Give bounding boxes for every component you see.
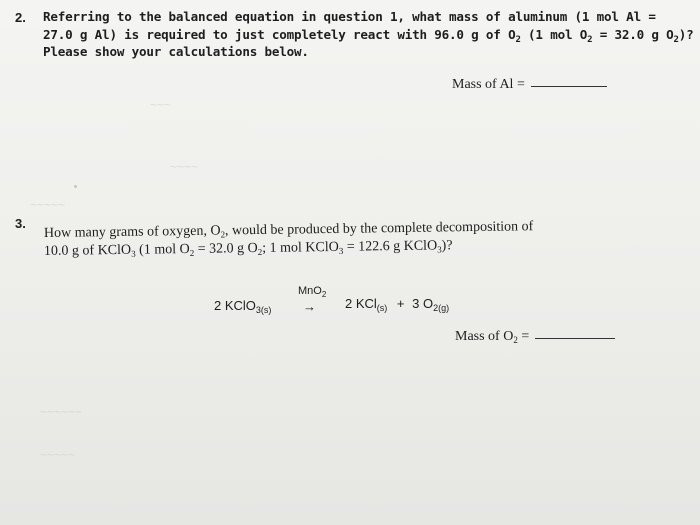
paper-speck (74, 185, 77, 188)
question-3-number: 3. (15, 216, 26, 231)
bleed-through-mark: ~~~~~ (30, 198, 66, 212)
question-2-number: 2. (15, 10, 26, 25)
bleed-through-mark: ~~~~ (170, 160, 199, 174)
question-3-line-1: How many grams of oxygen, $O_2$, would be produced by the complete decomposition of (43, 219, 534, 241)
bleed-through-mark: ~~~ (150, 98, 172, 112)
equation-reactant: 2 KClO$_{3(s)}$ (214, 298, 272, 315)
bleed-through-mark: ~~~~~ (40, 448, 76, 462)
question-2-line-3: Please show your calculations below. (43, 44, 309, 59)
bleed-through-mark: ~~~~~~ (40, 405, 83, 419)
question-2-line-2: 27.0 g Al) is required to just completely react with 96.0 g of $O_2$ (1 mol $O_2 = 32.0$ g $O_2$)? (43, 27, 694, 45)
mass-of-o2-label: Mass of $O_2$ = (455, 329, 530, 345)
question-2-line-1: Referring to the balanced equation in question 1, what mass of aluminum (1 mol Al = (43, 9, 656, 24)
mass-of-o2-answer (455, 329, 615, 345)
mass-of-o2-blank[interactable] (535, 338, 615, 339)
question-3-line-2: 10.0 g of KClO$_3$ (1 mol $O_2 = 32.0$ g $O_2$; 1 mol KClO$_3$ = 122.6 g KClO$_3$)? (43, 238, 453, 259)
equation-catalyst: MnO$_2$ (298, 285, 327, 299)
mass-of-al-answer (452, 77, 607, 93)
mass-of-al-blank[interactable] (531, 86, 607, 87)
equation-products: 2 KCl$_{(s)}$ + 3 $O_{2(g)}$ (345, 296, 450, 313)
equation-arrow: → (303, 299, 316, 314)
mass-of-al-label: Mass of Al = (452, 77, 525, 92)
